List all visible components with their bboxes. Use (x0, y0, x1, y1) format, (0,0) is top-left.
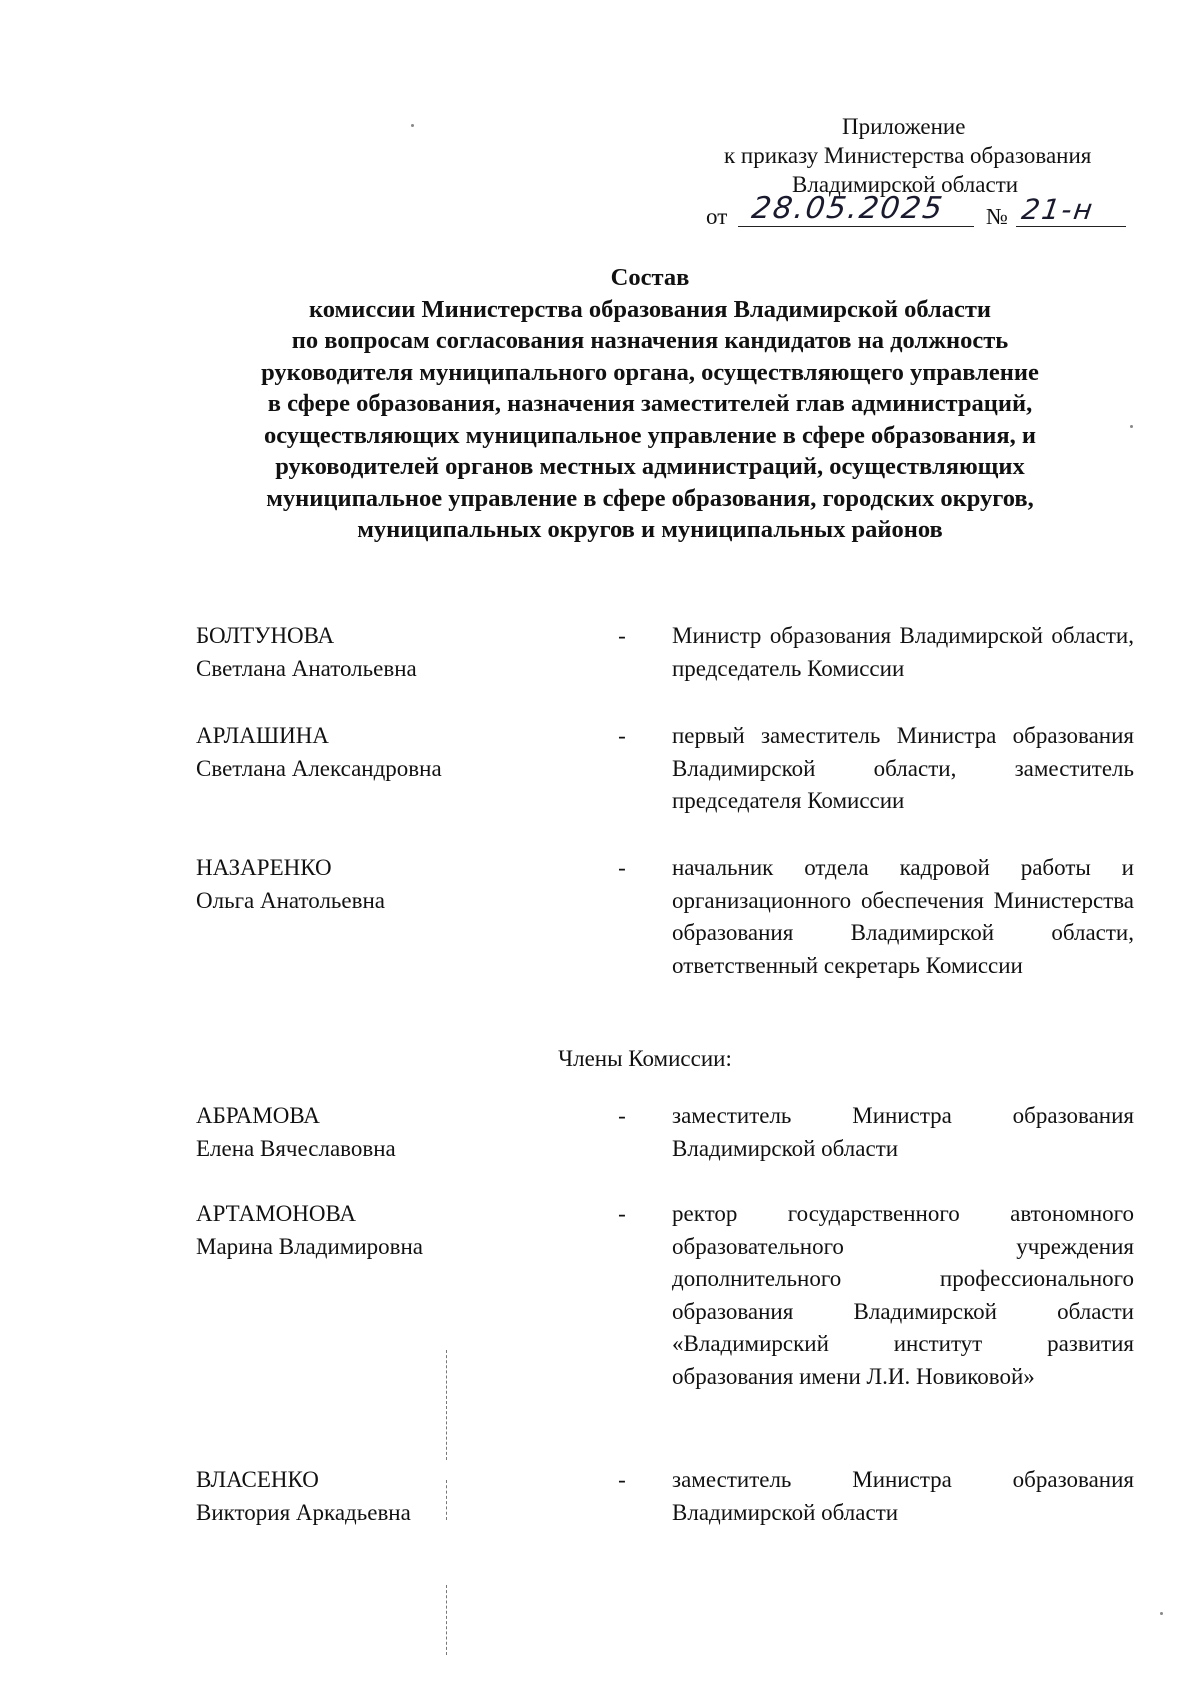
order-number-handwritten: 21-н (1019, 193, 1097, 226)
member-given-names: Светлана Анатольевна (196, 655, 417, 681)
member-role: первый заместитель Министра образования Владимирской области, заместитель председателя Комиссии (672, 723, 1134, 813)
member-surname: НАЗАРЕНКО (196, 855, 332, 880)
members-heading: Члены Комиссии: (558, 1046, 732, 1071)
scan-artifact-line (446, 1350, 447, 1460)
member-surname: АРЛАШИНА (196, 723, 329, 748)
member-surname: АРТАМОНОВА (196, 1201, 356, 1226)
member-name (196, 852, 596, 917)
member-given-names: Светлана Александровна (196, 755, 442, 781)
title-line: муниципальных округов и муниципальных районов (357, 516, 943, 543)
title-line: осуществляющих муниципальное управление в сфере образования, и (263, 421, 1037, 449)
title-line: муниципальное управление в сфере образования, городских округов, (266, 484, 1034, 512)
member-name (196, 720, 596, 785)
order-date-field (738, 191, 974, 227)
member-role: заместитель Министра образования Владимирской области (672, 1467, 1134, 1525)
member-given-names: Виктория Аркадьевна (196, 1499, 411, 1525)
appendix-label: Приложение (842, 114, 966, 139)
member-role: заместитель Министра образования Владимирской области (672, 1103, 1134, 1161)
number-prefix: № (986, 204, 1008, 229)
title-line: по вопросам согласования назначения кандидатов на должность (291, 327, 1009, 354)
order-number-field (1016, 193, 1126, 227)
member-dash: - (618, 1103, 626, 1128)
scan-artifact-dot (411, 124, 414, 127)
document-title (150, 262, 1150, 546)
member-name (196, 620, 596, 685)
member-given-names: Елена Вячеславовна (196, 1135, 396, 1161)
appendix-region: Владимирской области (792, 172, 1019, 197)
scan-artifact-line (446, 1585, 447, 1655)
member-dash: - (618, 855, 626, 880)
appendix-order-ref: к приказу Министерства образования (724, 143, 1092, 168)
date-prefix: от (706, 204, 728, 229)
member-role: Министр образования Владимирской области, председатель Комиссии (672, 623, 1134, 681)
member-dash: - (618, 1467, 626, 1492)
member-dash: - (618, 623, 626, 648)
title-heading: Состав (610, 264, 690, 291)
member-dash: - (618, 1201, 626, 1226)
title-line: руководителей органов местных администраций, осуществляющих (275, 453, 1025, 480)
member-dash: - (618, 723, 626, 748)
member-given-names: Ольга Анатольевна (196, 887, 385, 913)
scan-artifact-dot (1130, 425, 1133, 428)
member-role: начальник отдела кадровой работы и организационного обеспечения Министерства образования Владимирской области, ответственный секретарь Комиссии (672, 855, 1134, 978)
title-line: в сфере образования, назначения заместителей глав администраций, (267, 390, 1033, 417)
member-surname: АБРАМОВА (196, 1103, 320, 1128)
member-name (196, 1464, 596, 1529)
member-surname: БОЛТУНОВА (196, 623, 335, 648)
member-given-names: Марина Владимировна (196, 1233, 424, 1259)
title-line: комиссии Министерства образования Владимирской области (308, 295, 992, 323)
order-date-handwritten: 28.05.2025 (749, 191, 947, 226)
member-name (196, 1100, 596, 1165)
member-role: ректор государственного автономного образовательного учреждения дополнительного профессионального образования Владимирской области «Владимирский институт развития образования имени Л.И. Новиковой» (672, 1201, 1134, 1389)
member-surname: ВЛАСЕНКО (196, 1467, 319, 1492)
member-name (196, 1198, 596, 1263)
scan-artifact-line (446, 1480, 447, 1520)
order-date-number-line (706, 191, 1126, 232)
scan-artifact-dot (1160, 1612, 1163, 1615)
title-line: руководителя муниципального органа, осуществляющего управление (261, 358, 1039, 386)
appendix-reference (710, 112, 1130, 199)
